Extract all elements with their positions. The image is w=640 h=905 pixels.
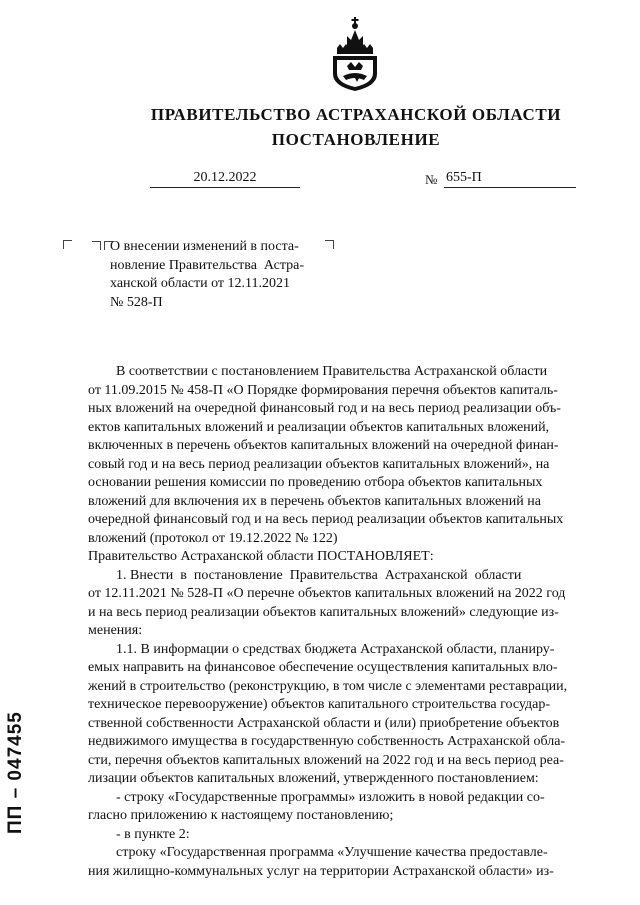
document-number: 655-П [444,170,576,188]
document-date: 20.12.2022 [150,170,300,188]
document-type-title: ПОСТАНОВЛЕНИЕ [271,130,441,149]
document-subject: О внесении изменений в поста- новление Правительства Астра- ханской области от 12.11.2021 № 528-П [110,239,305,310]
government-title: ПРАВИТЕЛЬСТВО АСТРАХАНСКОЙ ОБЛАСТИ [150,105,562,124]
document-body-text: В соответствии с постановлением Правительства Астраханской области от 11.09.2015 № 458-П «О Порядке формирования перечня объектов капиталь- ных вложений на очередной финансовый год и на весь период реализации объ- ектов капитальных вложений и реализации объектов капитальных вложений, включенных в перечень объектов капитальных вложений на очередной финан- совый год и на весь период реализации объектов капитальных вложений», на основании решения комиссии по проведению отбора объектов капитальных вложений для включения их в перечень объектов капитальных вложений на очередной финансовый год и на весь период реализации объектов капитальных вложений (протокол от 19.12.2022 № 122) Правительство Астраханской области ПОСТАНОВЛЯЕТ: 1. Внести в постановление Правительства Астраханской области от 12.11.2021 № 528-П «О перечне объектов капитальных вложений на 2022 год и на весь период реализации объектов капитальных вложений» следующие из- менения: 1.1. В информации о средствах бюджета Астраханской области, планиру- емых направить на финансовое обеспечение осуществления капитальных вло- жений в строительство (реконструкцию, в том числе с элементами реставрации, техническое перевооружение) объектов капитального строительства государ- ственной собственности Астраханской области и (или) приобретение объектов недвижимого имущества в государственную собственность Астраханской обла- сти, перечня объектов капитальных вложений на 2022 год и на весь период реа- лизации объектов капитальных вложений, утвержденного постановлением: - строку «Государственные программы» изложить в новой редакции со- гласно приложению к настоящему постановлению; - в пункте 2: строку «Государственная программа «Улучшение качества предоставле- ния жилищно-коммунальных услуг на территории Астраханской области» из- [88,364,568,879]
margin-bracket-mark [63,240,72,249]
coat-of-arms-emblem [327,14,383,92]
number-sign: № [425,172,438,187]
registration-code: ПП – 047455 [5,711,26,834]
subject-bracket-mark [92,241,101,250]
